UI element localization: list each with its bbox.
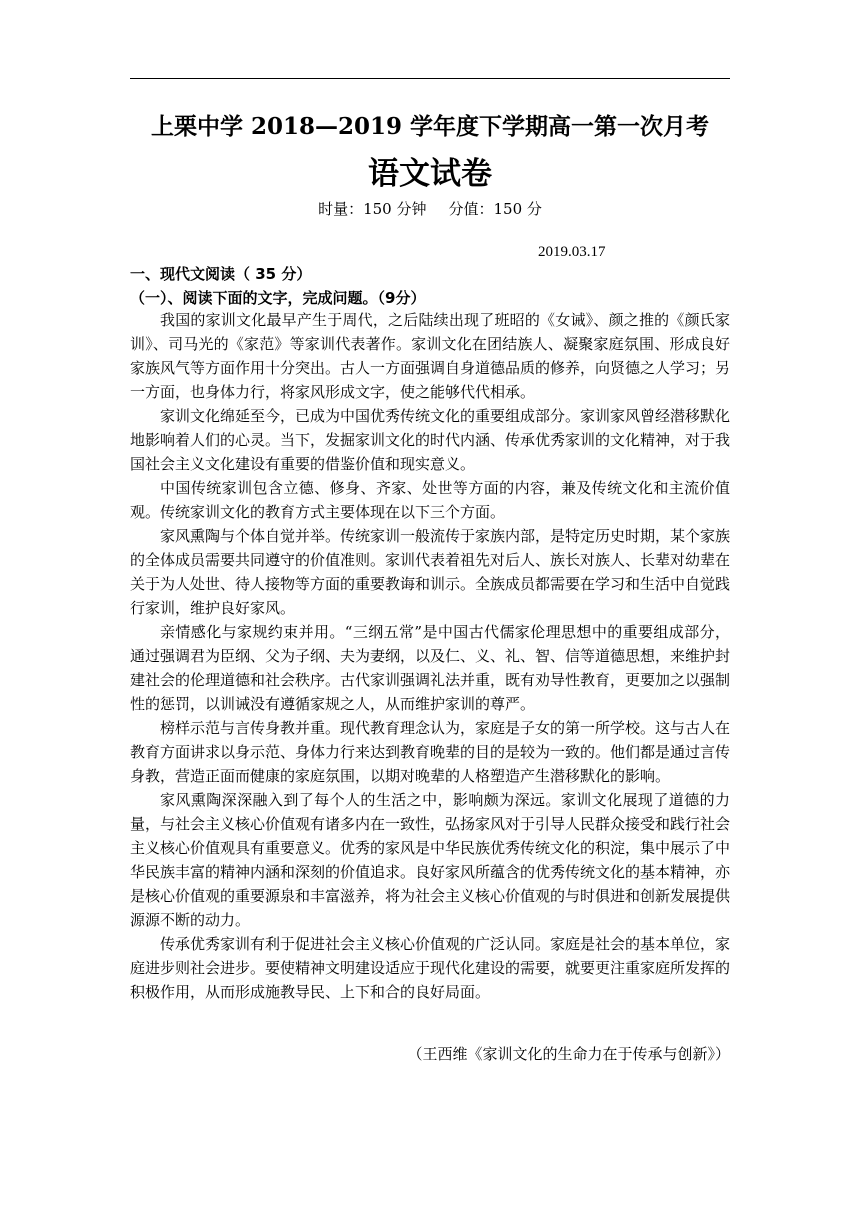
paragraph: 家风熏陶与个体自觉并举。传统家训一般流传于家族内部，是特定历史时期，某个家族的全体成员需要共同遵守的价值准则。家训代表着祖先对后人、族长对族人、长辈对幼辈在关于为人处世、待人接物等方面的重要教诲和训示。全族成员都需要在学习和生活中自觉践行家训，维护良好家风。 bbox=[130, 527, 731, 617]
paragraph: 传承优秀家训有利于促进社会主义核心价值观的广泛认同。家庭是社会的基本单位，家庭进步则社会进步。要使精神文明建设适应于现代化建设的需要，就要更注重家庭所发挥的积极作用，从而形成施教导民、上下和合的良好局面。 bbox=[130, 935, 731, 1001]
subject-title: 语文试卷 bbox=[368, 156, 492, 192]
passage-source: （王西维《家训文化的生命力在于传承与创新》） bbox=[407, 1045, 730, 1063]
exam-date: 2019.03.17 bbox=[538, 244, 606, 260]
paragraph: 亲情感化与家规约束并用。“三纲五常”是中国古代儒家伦理思想中的重要组成部分，通过强调君为臣纲、父为子纲、夫为妻纲，以及仁、义、礼、智、信等道德思想，来维护封建社会的伦理道德和社会秩序。古代家训强调礼法并重，既有劝导性教育，更要加之以强制性的惩罚，以训诫没有遵循家规之人，从而维护家训的尊严。 bbox=[130, 623, 731, 713]
exam-title: 上栗中学 2018—2019 学年度下学期高一第一次月考 bbox=[150, 113, 710, 140]
subsection-heading: （一）、阅读下面的文字，完成问题。（9分） bbox=[130, 289, 426, 307]
exam-meta bbox=[0, 198, 860, 220]
paragraph: 家训文化绵延至今，已成为中国优秀传统文化的重要组成部分。家训家风曾经潜移默化地影响着人们的心灵。当下，发掘家训文化的时代内涵、传承优秀家训的文化精神，对于我国社会主义文化建设有重要的借鉴价值和现实意义。 bbox=[130, 407, 731, 473]
paragraph: 榜样示范与言传身教并重。现代教育理念认为，家庭是子女的第一所学校。这与古人在教育方面讲求以身示范、身体力行来达到教育晚辈的目的是较为一致的。他们都是通过言传身教，营造正面而健康的家庭氛围，以期对晚辈的人格塑造产生潜移默化的影响。 bbox=[130, 719, 731, 785]
section-heading: 一、现代文阅读（ 35 分） bbox=[130, 265, 312, 283]
reading-passage bbox=[130, 308, 730, 1004]
score-label: 分值：150 分 bbox=[448, 200, 542, 218]
header-rule bbox=[130, 78, 730, 79]
paragraph: 我国的家训文化最早产生于周代，之后陆续出现了班昭的《女诫》、颜之推的《颜氏家训》、司马光的《家范》等家训代表著作。家训文化在团结族人、凝聚家庭氛围、形成良好家族风气等方面作用十分突出。古人一方面强调自身道德品质的修养，向贤德之人学习；另一方面，也身体力行，将家风形成文字，使之能够代代相承。 bbox=[130, 311, 731, 401]
paragraph: 家风熏陶深深融入到了每个人的生活之中，影响颇为深远。家训文化展现了道德的力量，与社会主义核心价值观有诸多内在一致性，弘扬家风对于引导人民群众接受和践行社会主义核心价值观具有重要意义。优秀的家风是中华民族优秀传统文化的积淀，集中展示了中华民族丰富的精神内涵和深刻的价值追求。良好家风所蕴含的优秀传统文化的基本精神，亦是核心价值观的重要源泉和丰富滋养，将为社会主义核心价值观的与时俱进和创新发展提供源源不断的动力。 bbox=[130, 791, 731, 929]
paragraph: 中国传统家训包含立德、修身、齐家、处世等方面的内容，兼及传统文化和主流价值观。传统家训文化的教育方式主要体现在以下三个方面。 bbox=[130, 479, 730, 521]
time-label: 时量：150 分钟 bbox=[318, 200, 427, 218]
